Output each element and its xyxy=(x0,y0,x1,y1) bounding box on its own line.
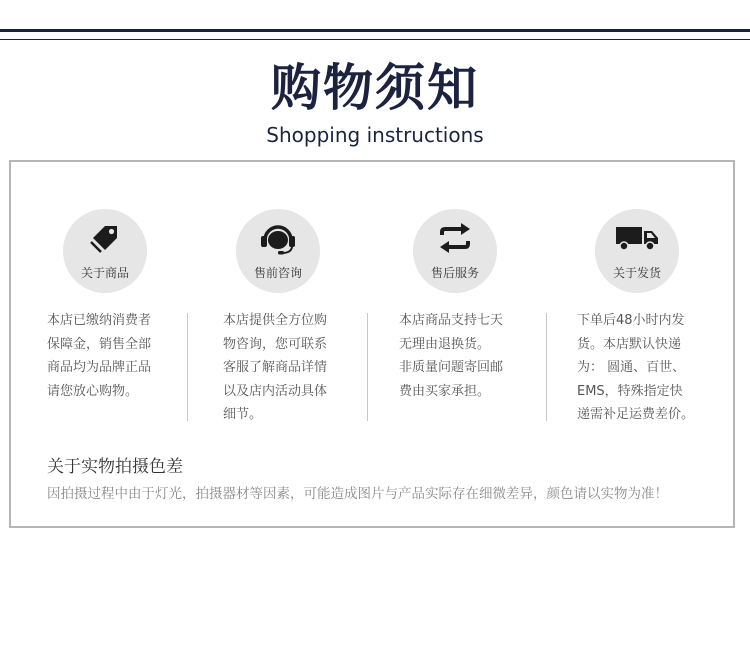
column-divider xyxy=(187,313,188,421)
service-desc-products xyxy=(47,309,151,403)
service-about-products xyxy=(63,209,147,293)
desc-line: 请您放心购物。 xyxy=(47,383,139,399)
desc-line: 货。本店默认快递 xyxy=(577,336,682,352)
service-label: 关于商品 xyxy=(80,266,129,280)
desc-line: 客服了解商品详情 xyxy=(223,360,328,375)
headset-icon xyxy=(236,221,320,255)
desc-line: 商品均为品牌正品 xyxy=(47,360,152,375)
service-shipping xyxy=(595,209,679,293)
desc-line: 无理由退换货。 xyxy=(399,336,491,352)
desc-line: 细节。 xyxy=(223,407,263,422)
service-desc-presale xyxy=(223,309,327,427)
tag-icon xyxy=(63,221,147,255)
desc-line: 递需补足运费差价。 xyxy=(577,407,695,422)
column-divider xyxy=(546,313,547,421)
desc-line: EMS，特殊指定快 xyxy=(577,383,683,399)
color-diff-title: 关于实物拍摄色差 xyxy=(47,457,183,477)
shopping-info-panel xyxy=(9,160,735,528)
service-label: 售前咨询 xyxy=(253,266,302,280)
desc-line: 本店提供全方位购 xyxy=(223,313,328,328)
desc-line: 非质量问题寄回邮 xyxy=(399,360,504,375)
desc-line: 下单后48小时内发 xyxy=(577,313,685,328)
desc-line: 物咨询，您可联系 xyxy=(223,336,328,352)
color-diff-text: 因拍摄过程中由于灯光，拍摄器材等因素，可能造成图片与产品实际存在细微差异，颜色请以实物为准！ xyxy=(47,486,668,502)
header-rule-thick xyxy=(0,29,750,32)
desc-line: 费由买家承担。 xyxy=(399,383,491,399)
page-subtitle: Shopping instructions xyxy=(266,123,484,147)
desc-line: 为： 圆通、百世、 xyxy=(577,360,686,375)
service-aftersale xyxy=(413,209,497,293)
service-desc-shipping xyxy=(577,309,694,427)
header-rule-thin xyxy=(0,39,750,40)
desc-line: 保障金，销售全部 xyxy=(47,336,152,352)
desc-line: 本店商品支持七天 xyxy=(399,313,504,328)
desc-line: 本店已缴纳消费者 xyxy=(47,313,152,328)
service-presale-consult xyxy=(236,209,320,293)
service-label: 售后服务 xyxy=(430,266,479,280)
delivery-truck-icon xyxy=(595,221,679,255)
service-label: 关于发货 xyxy=(612,266,661,280)
exchange-arrows-icon xyxy=(413,221,497,255)
column-divider xyxy=(367,313,368,421)
page-title: 购物须知 xyxy=(271,59,479,117)
desc-line: 以及店内活动具体 xyxy=(223,383,328,399)
service-desc-aftersale xyxy=(399,309,503,403)
